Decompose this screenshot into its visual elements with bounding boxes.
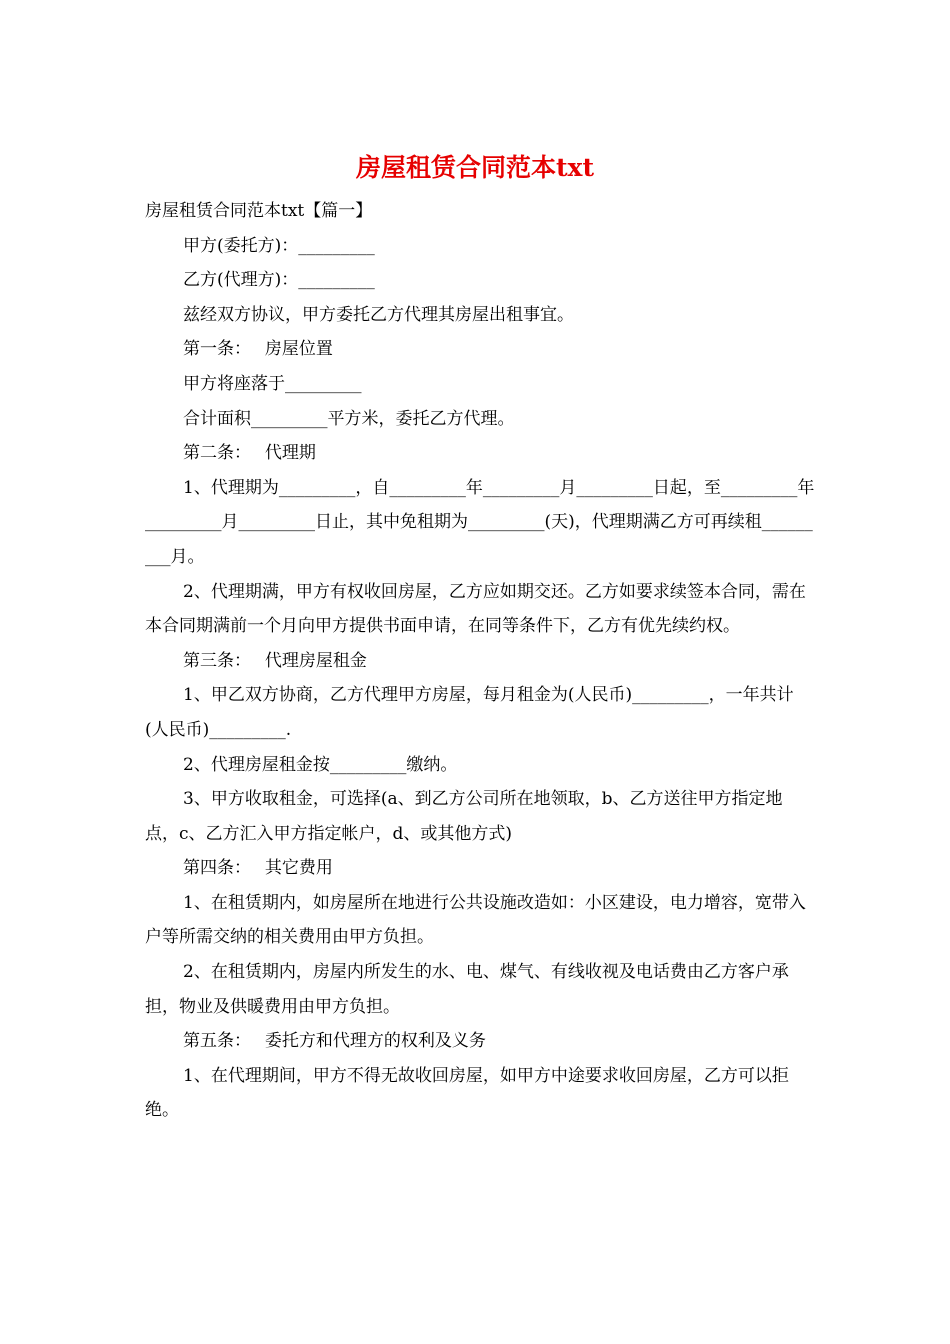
document-body	[145, 194, 815, 1128]
article-heading: 第四条： 其它费用	[183, 858, 333, 879]
paragraph: 合计面积_________平方米，委托乙方代理。	[183, 408, 515, 429]
party-a-line: 甲方(委托方)：_________	[183, 235, 375, 256]
article-heading: 第二条： 代理期	[183, 443, 316, 464]
article-heading: 第三条： 代理房屋租金	[183, 650, 367, 671]
section-heading: 房屋租赁合同范本txt【篇一】	[145, 201, 373, 221]
paragraph: 2、代理期满，甲方有权收回房屋，乙方应如期交还。乙方如要求续签本合同，需在本合同期满前一个月向甲方提供书面申请，在同等条件下，乙方有优先续约权。	[145, 581, 806, 637]
paragraph: 甲方将座落于_________	[183, 373, 362, 394]
paragraph: 兹经双方协议，甲方委托乙方代理其房屋出租事宜。	[183, 304, 574, 325]
paragraph: 3、甲方收取租金，可选择(a、到乙方公司所在地领取，b、乙方送往甲方指定地点，c、乙方汇入甲方指定帐户，d、或其他方式)	[145, 789, 783, 844]
paragraph: 1、代理期为_________，自_________年_________月_________日起，至_________年_________月_________日止，其中免租期为_________(天)，代理期满乙方可再续租_________月。	[145, 477, 815, 567]
paragraph: 2、在租赁期内，房屋内所发生的水、电、煤气、有线收视及电话费由乙方客户承担，物业及供暖费用由甲方负担。	[145, 962, 789, 1017]
document-title: 房屋租赁合同范本txt	[355, 153, 594, 182]
paragraph: 1、在代理期间，甲方不得无故收回房屋，如甲方中途要求收回房屋，乙方可以拒绝。	[145, 1065, 789, 1121]
paragraph: 2、代理房屋租金按_________缴纳。	[183, 754, 458, 775]
article-heading: 第五条： 委托方和代理方的权利及义务	[183, 1031, 486, 1052]
paragraph: 1、在租赁期内，如房屋所在地进行公共设施改造如：小区建设，电力增容，宽带入户等所需交纳的相关费用由甲方负担。	[145, 892, 806, 948]
article-heading: 第一条： 房屋位置	[183, 339, 333, 360]
party-b-line: 乙方(代理方)：_________	[183, 270, 375, 291]
paragraph: 1、甲乙双方协商，乙方代理甲方房屋，每月租金为(人民币)_________，一年共计(人民币)_________.	[145, 685, 794, 740]
